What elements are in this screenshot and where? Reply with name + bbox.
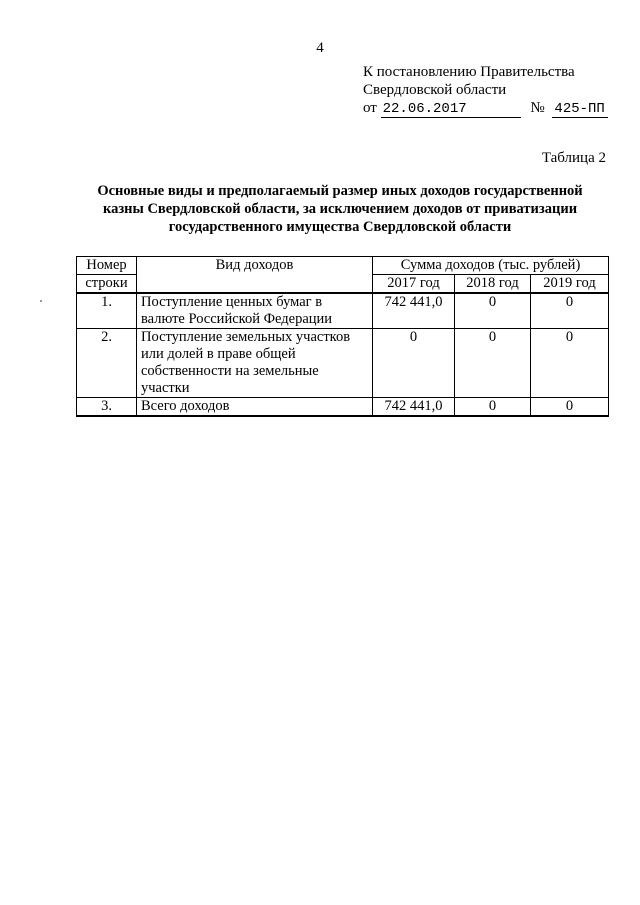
value-2018: 0 — [455, 293, 531, 329]
header-row-1 — [77, 257, 609, 275]
income-type-line: Поступление ценных бумаг в — [141, 294, 323, 310]
income-type-line: или долей в праве общей — [141, 346, 296, 362]
header-income-type: Вид доходов — [137, 257, 373, 294]
value-2018: 0 — [455, 329, 531, 398]
title-line-2: казны Свердловской области, за исключением доходов от приватизации — [102, 201, 578, 217]
value-2017: 0 — [373, 329, 455, 398]
number-sign: № — [530, 100, 545, 116]
value-2018: 0 — [455, 398, 531, 417]
resolution-line-1: К постановлению Правительства — [363, 64, 575, 80]
header-row-number: Номер — [77, 257, 137, 275]
title-line-1: Основные виды и предполагаемый размер иных доходов государственной — [97, 183, 583, 199]
income-type-line: Поступление земельных участков — [141, 329, 351, 345]
title-line-3: государственного имущества Свердловской области — [168, 219, 512, 235]
row-number: 1. — [77, 293, 137, 329]
income-type-line: собственности на земельные — [141, 363, 319, 379]
header-year-2019: 2019 год — [531, 275, 609, 294]
value-2019: 0 — [531, 329, 609, 398]
table-label: Таблица 2 — [541, 150, 606, 166]
page-number: 4 — [316, 40, 324, 56]
resolution-date: 22.06.2017 — [381, 102, 521, 118]
value-2019: 0 — [531, 293, 609, 329]
header-amount-group: Сумма доходов (тыс. рублей) — [373, 257, 609, 275]
document-title — [60, 182, 620, 236]
resolution-number: 425-ПП — [552, 102, 608, 118]
income-type-cell — [137, 329, 373, 398]
income-type-line: участки — [141, 380, 190, 396]
income-type-cell — [137, 293, 373, 329]
table-row — [77, 329, 609, 398]
resolution-line-3 — [363, 99, 608, 118]
value-2017: 742 441,0 — [373, 398, 455, 417]
income-type-line: валюте Российской Федерации — [141, 311, 333, 327]
income-type-cell — [137, 398, 373, 417]
value-2019: 0 — [531, 398, 609, 417]
header-row-number-2: строки — [77, 275, 137, 294]
table-row — [77, 293, 609, 329]
margin-mark — [40, 300, 42, 302]
income-type-line: Всего доходов — [141, 398, 230, 414]
header-year-2018: 2018 год — [455, 275, 531, 294]
from-label: от — [363, 100, 377, 116]
resolution-line-2: Свердловской области — [363, 82, 507, 98]
header-year-2017: 2017 год — [373, 275, 455, 294]
row-number: 2. — [77, 329, 137, 398]
table-row — [77, 398, 609, 417]
row-number: 3. — [77, 398, 137, 417]
income-table — [76, 256, 609, 417]
resolution-reference — [363, 63, 608, 118]
value-2017: 742 441,0 — [373, 293, 455, 329]
